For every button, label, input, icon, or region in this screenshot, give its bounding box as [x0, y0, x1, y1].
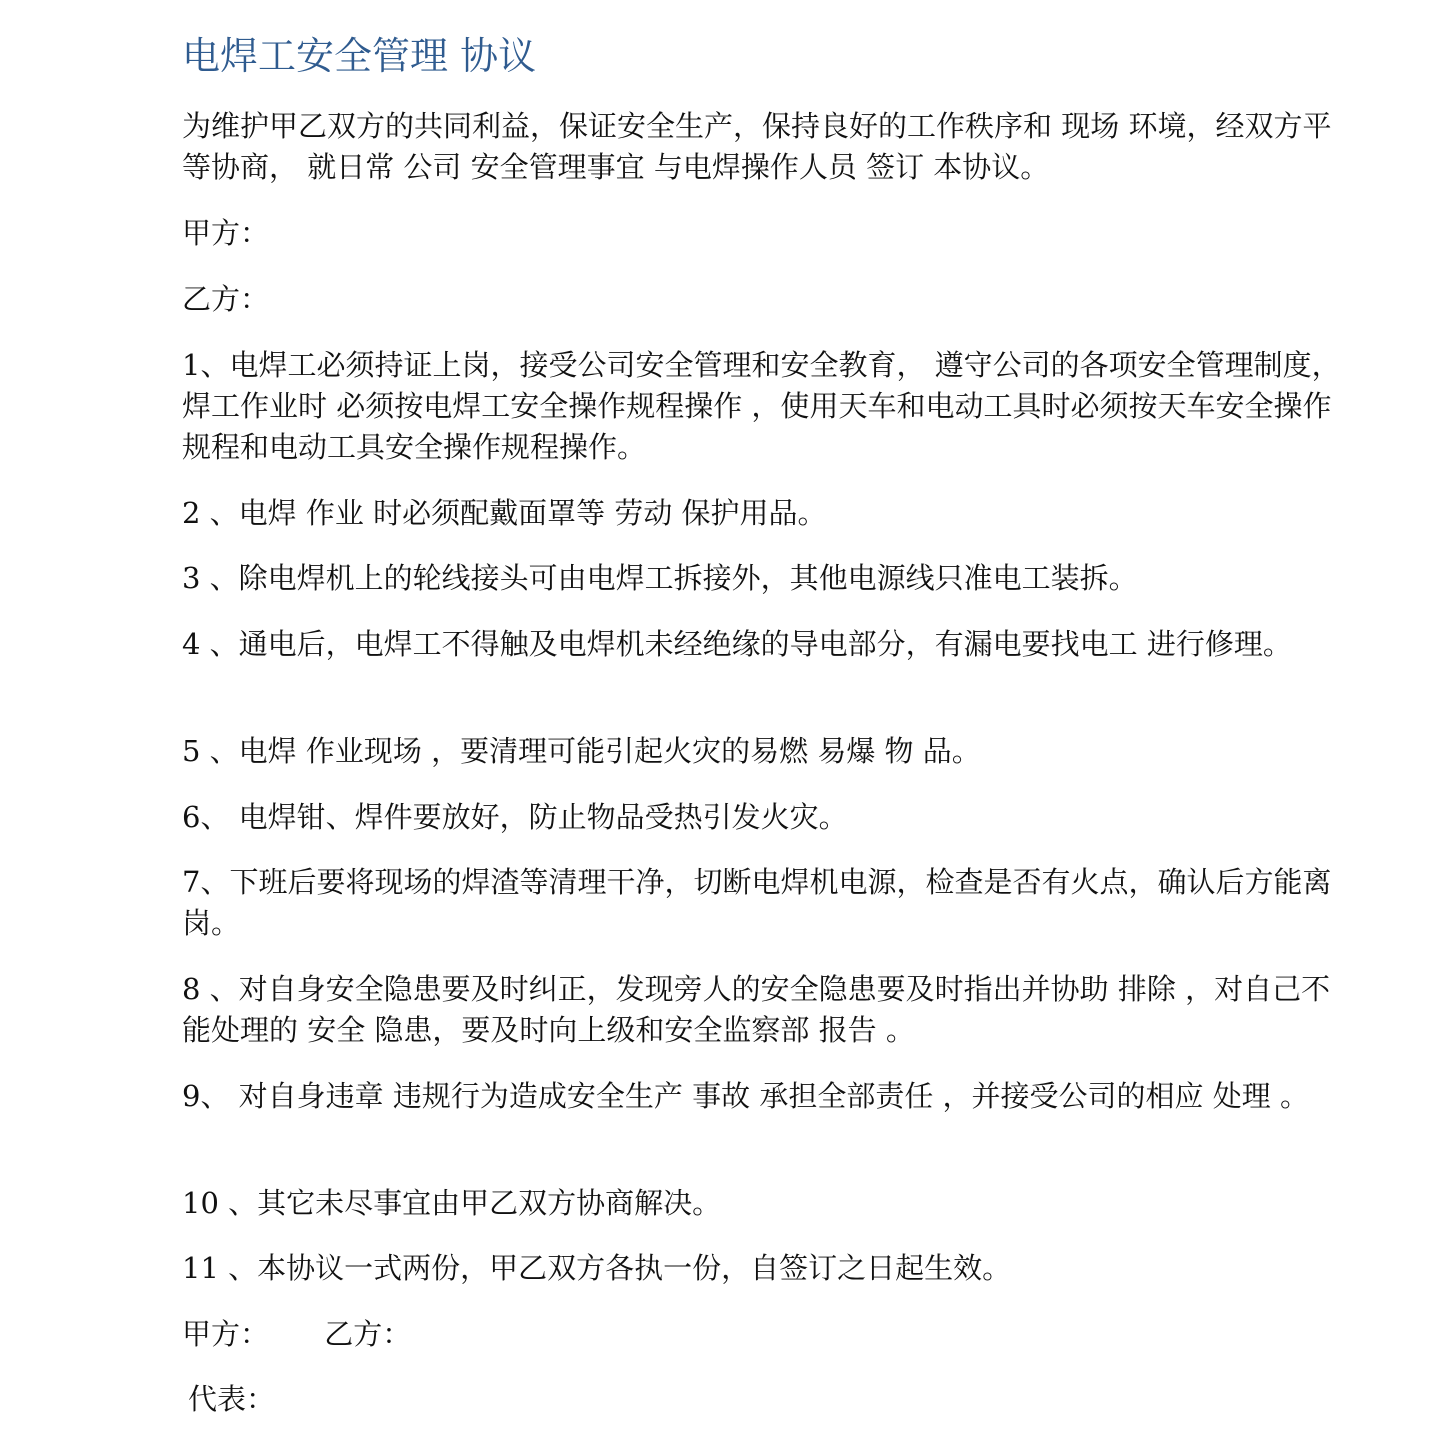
- clause-11: 11 、本协议一式两份，甲乙双方各执一份，自签订之日起生效。: [182, 1251, 1012, 1285]
- party-a-label: 甲方：: [182, 216, 270, 250]
- clause-4: 4 、通电后，电焊工不得触及电焊机未经绝缘的导电部分，有漏电要找电工 进行修理。: [182, 627, 1292, 661]
- clause-5: 5 、电焊 作业现场 ，要清理可能引起火灾的易燃 易爆 物 品。: [182, 734, 981, 768]
- clause-2: 2 、电焊 作业 时必须配戴面罩等 劳动 保护用品。: [182, 496, 827, 530]
- clause-10: 10 、其它未尽事宜由甲乙双方协商解决。: [182, 1186, 722, 1220]
- clause-7: 7、下班后要将现场的焊渣等清理干净，切断电焊机电源，检查是否有火点，确认后方能离岗。: [182, 865, 1332, 940]
- clause-9: 9、 对自身违章 违规行为造成安全生产 事故 承担全部责任 ，并接受公司的相应 处理 。: [182, 1079, 1309, 1113]
- document-title: 电焊工安全管理 协议: [182, 34, 537, 78]
- clause-3: 3 、除电焊机上的轮线接头可由电焊工拆接外，其他电源线只准电工装拆。: [182, 561, 1138, 595]
- representative-label: 代表：: [188, 1382, 276, 1416]
- clause-6: 6、 电焊钳、焊件要放好，防止物品受热引发火灾。: [182, 800, 848, 834]
- signature-line: 甲方： 乙方：: [182, 1317, 412, 1351]
- party-b-label: 乙方：: [182, 282, 270, 316]
- intro-paragraph: 为维护甲乙双方的共同利益，保证安全生产，保持良好的工作秩序和 现场 环境，经双方平等协商， 就日常 公司 安全管理事宜 与电焊操作人员 签订 本协议。: [182, 109, 1332, 184]
- clause-1: 1、电焊工必须持证上岗，接受公司安全管理和安全教育， 遵守公司的各项安全管理制度，焊工作业时 必须按电焊工安全操作规程操作 ，使用天车和电动工具时必须按天车安全操作规程和电动工具安全操作规程操作。: [182, 348, 1341, 464]
- clause-8: 8 、对自身安全隐患要及时纠正，发现旁人的安全隐患要及时指出并协助 排除 ，对自己不能处理的 安全 隐患，要及时向上级和安全监察部 报告 。: [182, 972, 1331, 1047]
